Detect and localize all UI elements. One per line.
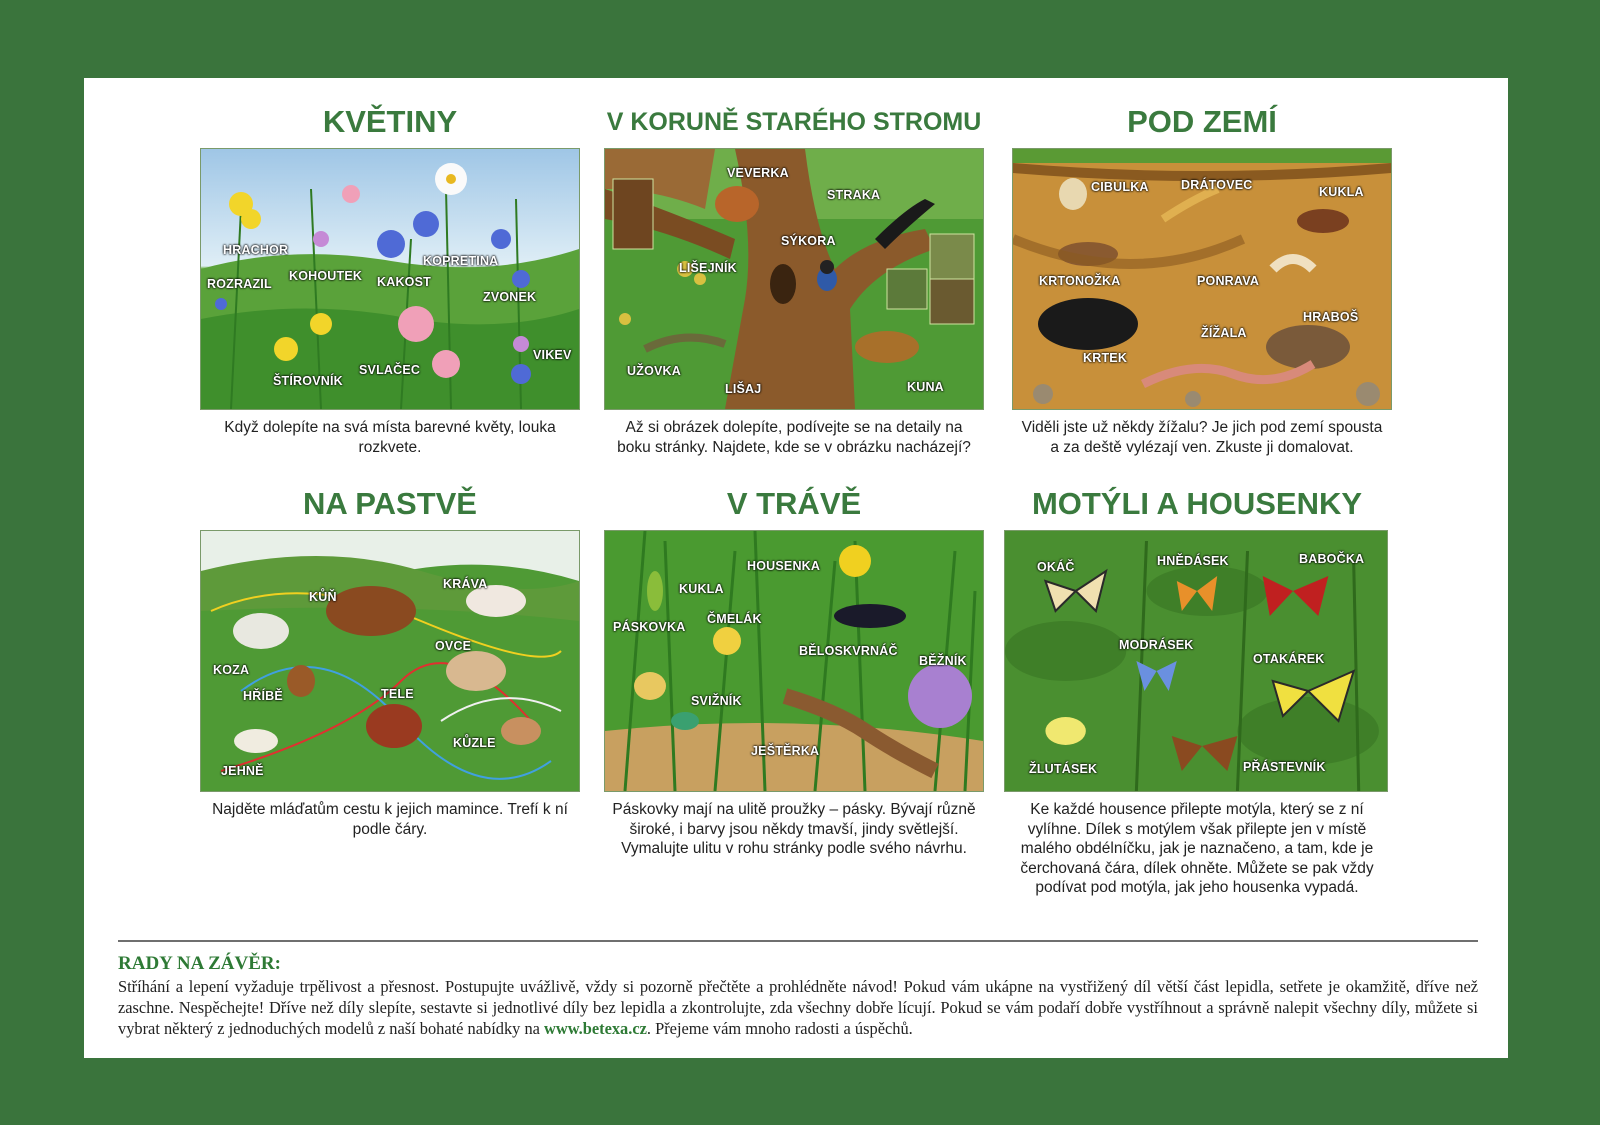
panel-caption: Páskovky mají na ulitě proužky – pásky. Bývají různě široké, i barvy jsou někdy tmavší, jindy světlejší. Vymalujte ulitu v rohu stránky podle svého návrhu. <box>612 801 976 857</box>
panel-tree-crown <box>604 102 984 457</box>
label-prastevnik: PŘÁSTEVNÍK <box>1243 760 1326 774</box>
label-kuna: KUNA <box>907 380 944 394</box>
label-cmelak: ČMELÁK <box>707 612 762 626</box>
grass-illustration <box>604 530 984 792</box>
pasture-illustration <box>200 530 580 792</box>
label-tele: TELE <box>381 687 414 701</box>
label-beloskvrnac: BĚLOSKVRNÁČ <box>799 644 898 658</box>
panel-title: V TRÁVĚ <box>726 486 862 521</box>
label-ovce: OVCE <box>435 639 472 653</box>
label-uzovka: UŽOVKA <box>627 364 681 378</box>
label-modrasek: MODRÁSEK <box>1119 638 1194 652</box>
panel-caption: Viděli jste už někdy žížalu? Je jich pod zemí spousta a za deště vylézají ven. Zkuste ji domalovat. <box>1021 419 1383 456</box>
label-hnedasek: HNĚDÁSEK <box>1157 554 1229 568</box>
tips-text-body: Stříhání a lepení vyžaduje trpělivost a přesnost. Postupujte uvážlivě, vždy si pozorně přečtěte a prohlédněte návod! Pokud vám ukápne na vystřižený díl větší část lepidla, setřete je okamžitě, dříve než zaschne. Nespěchejte! Dříve než díly slepíte, sestavte si jednotlivé díly bez lepidla a zkontrolujte, zda všechny dobře lícují. Pokud se vám podaří dobře vystříhnout a správně nalepit všechny díly, můžete si vybrat některý z jednoduchých modelů z naší bohaté nabídky na <box>118 977 1478 1038</box>
label-krava: KRÁVA <box>443 577 488 591</box>
tips-text <box>118 976 1478 1039</box>
panel-title: KVĚTINY <box>322 104 458 139</box>
label-kuzle: KŮZLE <box>453 736 496 750</box>
label-lisaj: LIŠAJ <box>725 382 762 396</box>
panel-pasture <box>200 484 580 839</box>
label-lisejnik: LIŠEJNÍK <box>679 261 737 275</box>
pasture-picture <box>201 531 579 791</box>
panel-flowers <box>200 102 580 457</box>
panel-title: POD ZEMÍ <box>1127 104 1277 139</box>
label-vikev: VIKEV <box>533 348 572 362</box>
label-otakarek: OTAKÁREK <box>1253 652 1325 666</box>
panel-butterflies <box>1004 484 1390 898</box>
label-veverka: VEVERKA <box>727 166 789 180</box>
label-krtonozka: KRTONOŽKA <box>1039 274 1121 288</box>
panel-title: MOTÝLI A HOUSENKY <box>1031 486 1363 521</box>
panel-caption: Když dolepíte na svá místa barevné květy, louka rozkvete. <box>224 419 556 456</box>
label-okac: OKÁČ <box>1037 560 1075 574</box>
underground-illustration <box>1012 148 1392 410</box>
website-link[interactable]: www.betexa.cz <box>544 1019 647 1038</box>
tree-illustration <box>604 148 984 410</box>
label-jehne: JEHNĚ <box>221 764 264 778</box>
label-hribe: HŘÍBĚ <box>243 689 283 703</box>
label-straka: STRAKA <box>827 188 881 202</box>
label-kukla: KUKLA <box>679 582 724 596</box>
panel-caption: Najděte mláďatům cestu k jejich mamince. Trefí k ní podle čáry. <box>212 801 568 838</box>
label-cibulka: CIBULKA <box>1091 180 1149 194</box>
butterflies-illustration <box>1004 530 1388 792</box>
label-sykora: SÝKORA <box>781 234 836 248</box>
label-beznik: BĚŽNÍK <box>919 654 967 668</box>
panel-caption: Až si obrázek dolepíte, podívejte se na detaily na boku stránky. Najdete, kde se v obrázku nacházejí? <box>617 419 971 456</box>
label-zlutasek: ŽLUTÁSEK <box>1029 762 1098 776</box>
label-sviznik: SVIŽNÍK <box>691 694 742 708</box>
label-kakost: KAKOST <box>377 275 431 289</box>
tips-heading: RADY NA ZÁVĚR: <box>118 953 281 974</box>
label-hrachor: HRACHOR <box>223 243 289 257</box>
label-stirovnik: ŠTÍROVNÍK <box>273 374 343 388</box>
label-krtek: KRTEK <box>1083 351 1128 365</box>
tips-text-end: . Přejeme vám mnoho radosti a úspěchů. <box>646 1019 913 1038</box>
label-paskovka: PÁSKOVKA <box>613 620 686 634</box>
label-zizala: ŽÍŽALA <box>1201 326 1247 340</box>
panel-title: V KORUNĚ STARÉHO STROMU <box>606 108 982 136</box>
panel-caption: Ke každé housence přilepte motýla, který se z ní vylíhne. Dílek s motýlem však přilepte jen v místě malého obdélníčku, jak je naznačeno, a tam, kde je čerchovaná čára, dílek ohněte. Můžete se pak vždy podívat pod motýla, jak jeho housenka vypadá. <box>1020 801 1374 896</box>
label-kopretina: KOPRETINA <box>423 254 499 268</box>
label-jesterka: JEŠTĚRKA <box>751 744 820 758</box>
label-dratovec: DRÁTOVEC <box>1181 178 1253 192</box>
label-koza: KOZA <box>213 663 250 677</box>
activity-sheet <box>84 78 1508 1058</box>
meadow-illustration <box>200 148 580 410</box>
panel-grass <box>604 484 984 859</box>
tips-section <box>118 940 1478 1039</box>
panel-title: NA PASTVĚ <box>303 486 477 521</box>
label-kun: KŮŇ <box>309 590 337 604</box>
label-babocka: BABOČKA <box>1299 552 1365 566</box>
label-zvonek: ZVONEK <box>483 290 537 304</box>
label-ponrava: PONRAVA <box>1197 274 1260 288</box>
label-kohoutek: KOHOUTEK <box>289 269 363 283</box>
label-kukla: KUKLA <box>1319 185 1364 199</box>
panel-underground <box>1012 102 1392 457</box>
label-rozrazil: ROZRAZIL <box>207 277 272 291</box>
label-hrabos: HRABOŠ <box>1303 310 1359 324</box>
label-svlacec: SVLAČEC <box>359 363 421 377</box>
label-housenka: HOUSENKA <box>747 559 821 573</box>
